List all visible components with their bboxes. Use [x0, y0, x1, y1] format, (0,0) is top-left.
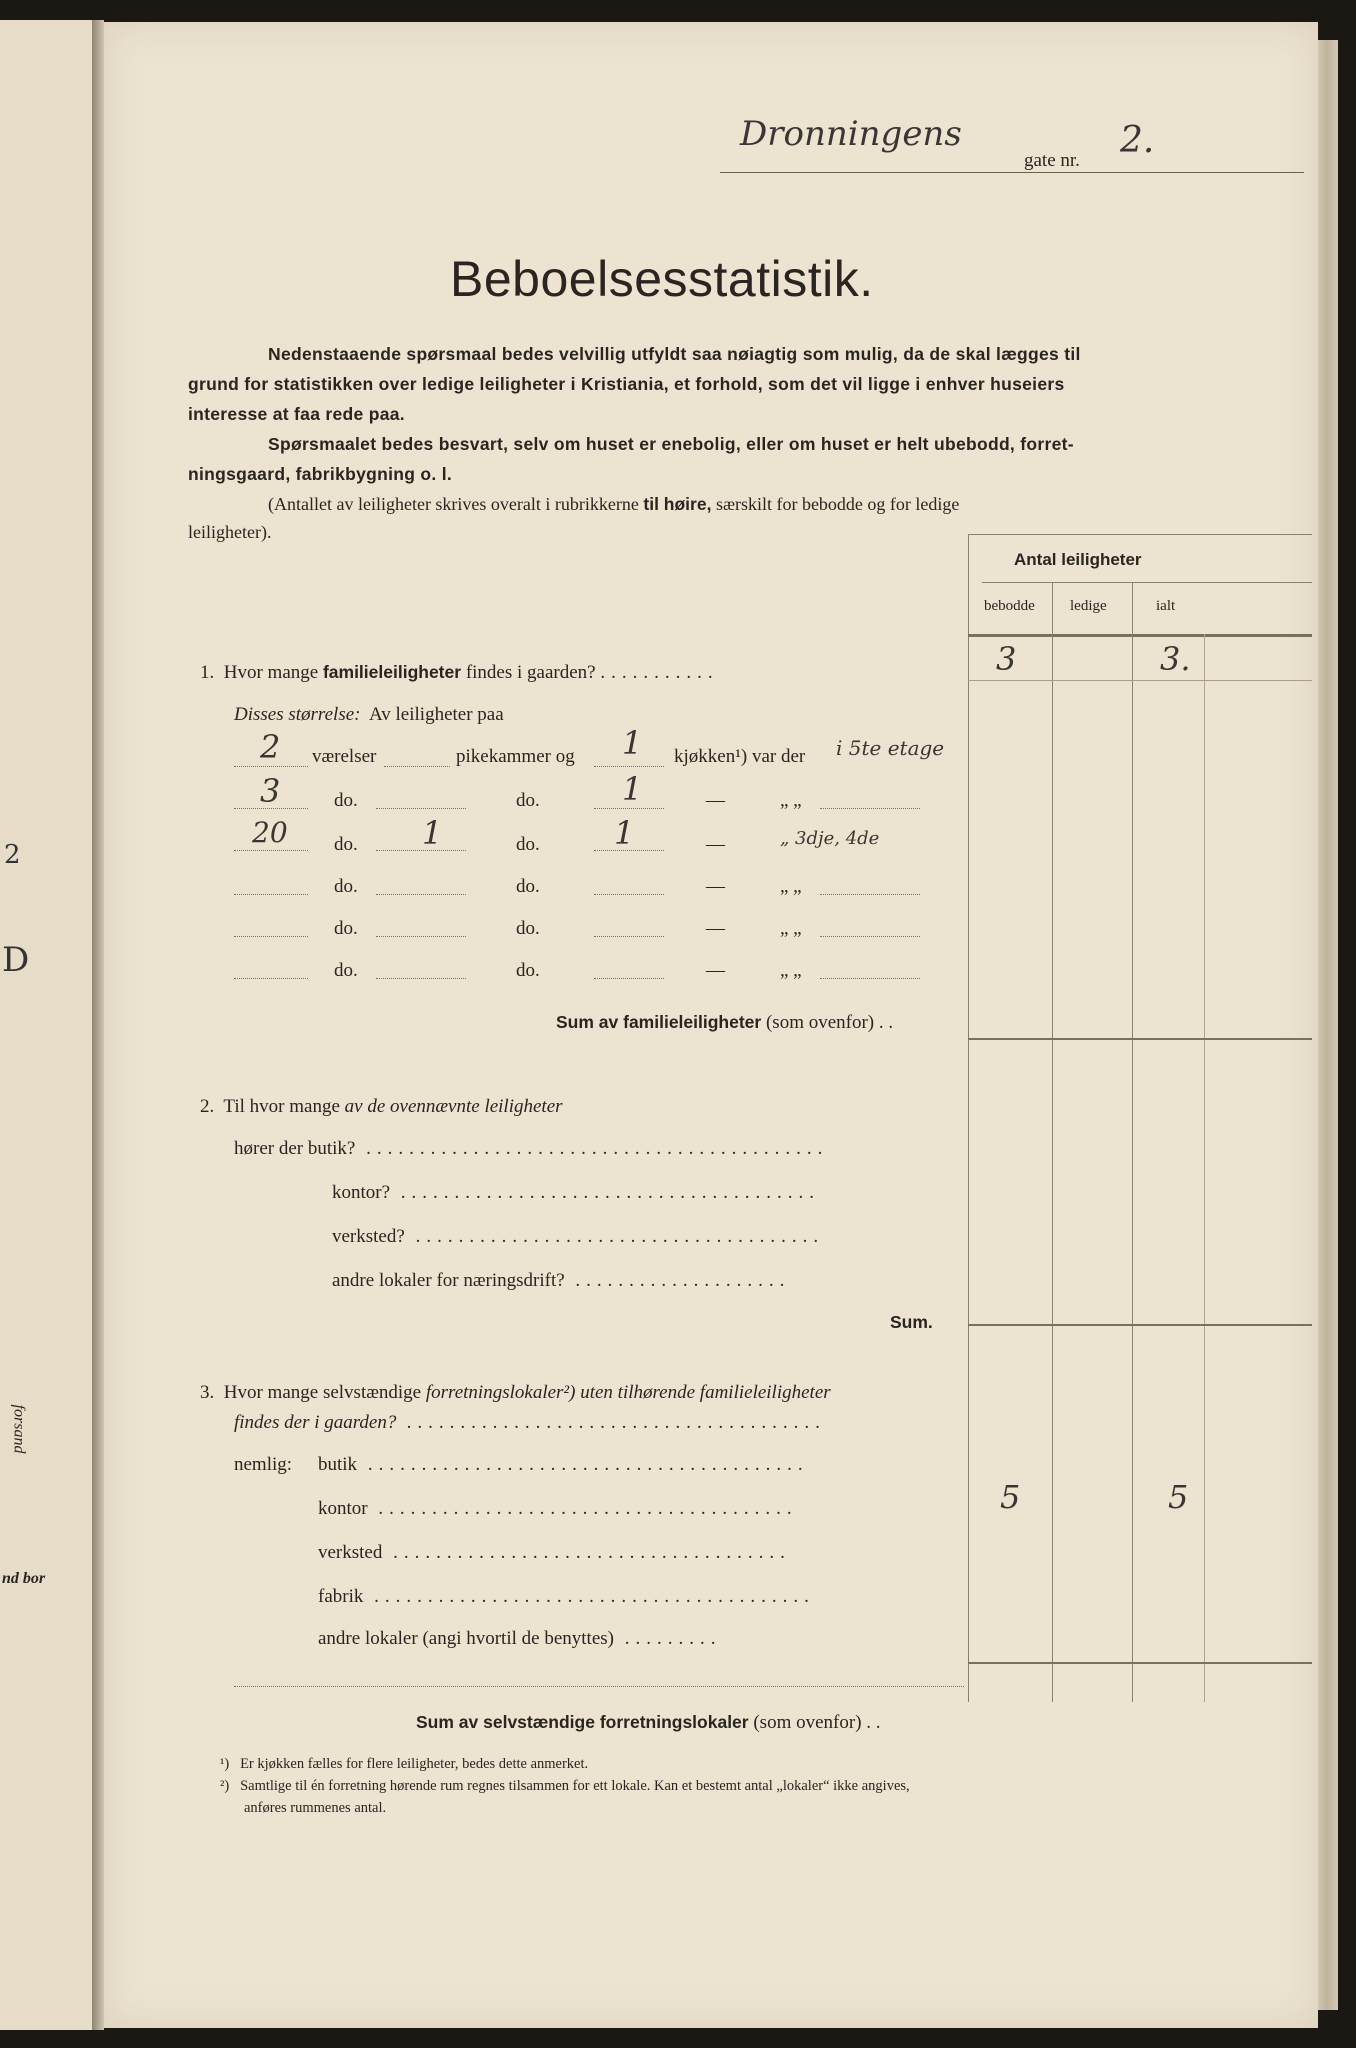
answer-ialt-q1: 3. — [1160, 640, 1191, 678]
maid-room-label: do. — [516, 790, 540, 811]
intro-text: leiligheter). — [188, 522, 272, 542]
leader-dots: ........................................... — [355, 1138, 829, 1159]
leader-dots: ....................................... — [367, 1498, 798, 1519]
fill-line — [820, 894, 920, 895]
fill-line — [820, 978, 920, 979]
sizes-label — [234, 704, 504, 726]
footnote-text: Er kjøkken fælles for flere leiligheter, bedes dette anmerket. — [240, 1756, 589, 1772]
q2-item — [332, 1182, 820, 1204]
leader-dots: .................... — [564, 1270, 791, 1291]
room-count: 20 — [252, 816, 288, 849]
maid-room-label: do. — [516, 960, 540, 981]
kitchen-count: 1 — [622, 770, 643, 808]
q2-item — [332, 1226, 824, 1248]
table-section-rule — [968, 1038, 1312, 1040]
fill-line — [376, 808, 466, 809]
leader-dots: ....................................... — [390, 1182, 821, 1203]
intro-text: ningsgaard, fabrikbygning o. l. — [188, 464, 453, 484]
question-number: 1. — [200, 662, 215, 683]
q3-item — [318, 1628, 721, 1650]
q3-sum-label — [416, 1712, 881, 1734]
fill-line — [234, 808, 308, 809]
size-row — [104, 866, 1318, 906]
q2-item-label: hører der butik? — [234, 1138, 356, 1159]
fill-line — [234, 1686, 964, 1687]
gate-label: gate nr. — [1024, 150, 1080, 171]
fill-line — [376, 978, 466, 979]
answer-bebodde-q1: 3 — [996, 640, 1017, 678]
intro-text: grund for statistikken over ledige leiligheter i Kristiania, et forhold, som det vil ligge i enhver huseiers — [188, 374, 1065, 394]
kitchen-label: — — [706, 834, 725, 855]
fill-line — [594, 850, 664, 851]
intro-text-part: (Antallet av leiligheter skrives overalt i rubrikkerne — [268, 494, 639, 514]
q2-item-label: kontor? — [332, 1182, 391, 1203]
q3-item — [318, 1454, 809, 1476]
size-row — [104, 908, 1318, 948]
question-number: 3. — [200, 1382, 215, 1403]
table-header-double-rule — [968, 634, 1312, 637]
footnote-2-continued: anføres rummenes antal. — [244, 1800, 387, 1816]
question-1 — [200, 662, 719, 684]
size-row — [104, 814, 1318, 862]
q3-item-label: andre lokaler (angi hvortil de benyttes) — [318, 1628, 614, 1649]
question-emphasis: familieleiligheter — [322, 662, 462, 682]
left-facing-page — [0, 20, 96, 2030]
column-header-ialt: ialt — [1156, 598, 1176, 614]
q1-sum-label — [556, 1012, 893, 1034]
maid-room-label: do. — [516, 834, 540, 855]
q3-item-label: fabrik — [318, 1586, 364, 1607]
question-3 — [200, 1382, 831, 1404]
leader-dots: ........... — [600, 662, 719, 683]
fill-line — [376, 850, 466, 851]
fill-line — [234, 978, 308, 979]
floor-note: „ „ — [780, 960, 802, 981]
footnote-2 — [220, 1778, 910, 1795]
room-count: 3 — [260, 772, 281, 810]
table-border-left — [968, 534, 969, 1702]
table-border-top — [968, 534, 1312, 535]
maid-room-count: 1 — [422, 814, 443, 852]
question-text-italic: findes der i gaarden? — [234, 1412, 397, 1433]
sum-suffix: (som ovenfor) — [753, 1712, 862, 1733]
fill-line — [820, 936, 920, 937]
intro-text-part: særskilt for bebodde og for ledige — [715, 494, 960, 514]
fill-line — [820, 808, 920, 809]
left-page-mark: 2 — [4, 840, 21, 870]
q3-item — [318, 1498, 798, 1520]
gate-number-handwritten: 2. — [1120, 120, 1155, 161]
fill-line — [594, 894, 664, 895]
rooms-label: do. — [334, 960, 358, 981]
kitchen-count: 1 — [614, 814, 635, 852]
rooms-label: do. — [334, 834, 358, 855]
sizes-text: Av leiligheter paa — [368, 704, 504, 725]
leader-dots: ..................................... — [382, 1542, 791, 1563]
q3-item-label: verksted — [318, 1542, 383, 1563]
intro-text: Spørsmaalet bedes besvart, selv om huset er enebolig, eller om huset er helt ubebodd, forret- — [268, 434, 1074, 454]
fill-line — [594, 808, 664, 809]
table-header-title: Antal leiligheter — [1014, 550, 1142, 569]
question-text: Til hvor mange — [223, 1096, 340, 1117]
question-text-italic: av de ovennævnte leiligheter — [344, 1096, 563, 1117]
q3-item-label: butik — [318, 1454, 358, 1475]
maid-room-label: pikekammer og — [456, 746, 575, 767]
floor-note: „ „ — [780, 876, 802, 897]
q2-item-label: andre lokaler for næringsdrift? — [332, 1270, 565, 1291]
floor-note: „ „ — [780, 790, 802, 811]
sum-suffix: (som ovenfor) — [765, 1012, 875, 1033]
kitchen-label: — — [706, 960, 725, 981]
rooms-label: do. — [334, 918, 358, 939]
sizes-label-italic: Disses størrelse: — [234, 704, 361, 725]
q2-item-label: verksted? — [332, 1226, 405, 1247]
room-count: 2 — [260, 728, 281, 766]
q2-sum-label: Sum. — [890, 1312, 933, 1332]
leader-dots: ....................................... — [396, 1412, 827, 1433]
size-row — [104, 950, 1318, 990]
nemlig-label: nemlig: — [234, 1454, 293, 1475]
intro-text-emphasis: til høire, — [643, 494, 712, 514]
fill-line — [384, 766, 450, 767]
question-text-italic: forretningslokaler²) uten tilhørende familieleiligheter — [425, 1382, 831, 1403]
sum-label: Sum av familieleiligheter — [556, 1012, 762, 1032]
q2-item — [234, 1138, 828, 1160]
leader-dots: ...................................... — [404, 1226, 825, 1247]
form-page — [104, 22, 1318, 2028]
leader-dots: . . — [878, 1012, 894, 1033]
fill-line — [234, 936, 308, 937]
size-row — [104, 770, 1318, 820]
maid-room-label: do. — [516, 876, 540, 897]
floor-note: i 5te etage — [836, 736, 945, 760]
leader-dots: ......................................... — [357, 1454, 809, 1475]
rooms-label: do. — [334, 790, 358, 811]
book-spine — [92, 20, 104, 2030]
kitchen-label: — — [706, 876, 725, 897]
question-text: findes i gaarden? — [465, 662, 596, 683]
rooms-label: værelser — [312, 746, 377, 767]
kitchen-label: kjøkken¹) var der — [674, 746, 806, 767]
answer-ialt-kontor: 5 — [1168, 1478, 1189, 1516]
kitchen-label: — — [706, 918, 725, 939]
page-edge — [1316, 40, 1338, 2010]
column-header-bebodde: bebodde — [984, 598, 1035, 614]
q3-item-label: kontor — [318, 1498, 368, 1519]
q3-item — [318, 1586, 815, 1608]
leader-dots: . . — [866, 1712, 881, 1733]
question-text: Hvor mange selvstændige — [223, 1382, 422, 1403]
footnote-mark: ²) — [220, 1778, 230, 1794]
footnote-text: Samtlige til én forretning hørende rum regnes tilsammen for ett lokale. Kan et bestemt antal „lokaler“ ikke angives, — [240, 1778, 910, 1794]
intro-text: Nedenstaaende spørsmaal bedes velvillig utfyldt saa nøiagtig som mulig, da de skal lægges til — [268, 344, 1081, 364]
fill-line — [234, 766, 308, 767]
fill-line — [234, 850, 308, 851]
leader-dots: ......................................... — [363, 1586, 815, 1607]
rooms-label: do. — [334, 876, 358, 897]
footnote-1 — [220, 1756, 588, 1773]
question-3-continued — [234, 1412, 826, 1434]
fill-line — [594, 766, 664, 767]
kitchen-label: — — [706, 790, 725, 811]
question-2 — [200, 1096, 563, 1118]
street-name-handwritten: Dronningens — [740, 114, 962, 154]
fill-line — [234, 894, 308, 895]
footnote-mark: ¹) — [220, 1756, 230, 1772]
sum-label: Sum av selvstændige forretningslokaler — [416, 1712, 749, 1732]
question-number: 2. — [200, 1096, 215, 1117]
answer-bebodde-kontor: 5 — [1000, 1478, 1021, 1516]
fill-line — [594, 978, 664, 979]
fill-line — [376, 936, 466, 937]
intro-text: interesse at faa rede paa. — [188, 404, 405, 424]
page-title: Beboelsesstatistik. — [450, 251, 874, 307]
table-row-rule — [968, 680, 1312, 681]
maid-room-label: do. — [516, 918, 540, 939]
table-section-rule — [968, 1662, 1312, 1664]
floor-note: „ „ — [780, 918, 802, 939]
kitchen-count: 1 — [622, 724, 643, 762]
left-page-mark: D — [2, 940, 30, 980]
left-page-fragment: nd bor — [2, 1570, 46, 1587]
header-underline — [720, 172, 1304, 173]
table-header-rule — [982, 582, 1312, 583]
fill-line — [594, 936, 664, 937]
size-row — [104, 724, 1318, 778]
question-text: Hvor mange — [223, 662, 319, 683]
q3-item — [318, 1542, 791, 1564]
leader-dots: ......... — [613, 1628, 722, 1649]
table-section-rule — [968, 1324, 1312, 1326]
q2-item — [332, 1270, 790, 1292]
floor-note: „ 3dje, 4de — [780, 828, 880, 849]
fill-line — [376, 894, 466, 895]
intro-text — [268, 490, 959, 519]
column-header-ledige: ledige — [1070, 598, 1107, 614]
left-page-fragment: forsand — [10, 1404, 28, 1454]
